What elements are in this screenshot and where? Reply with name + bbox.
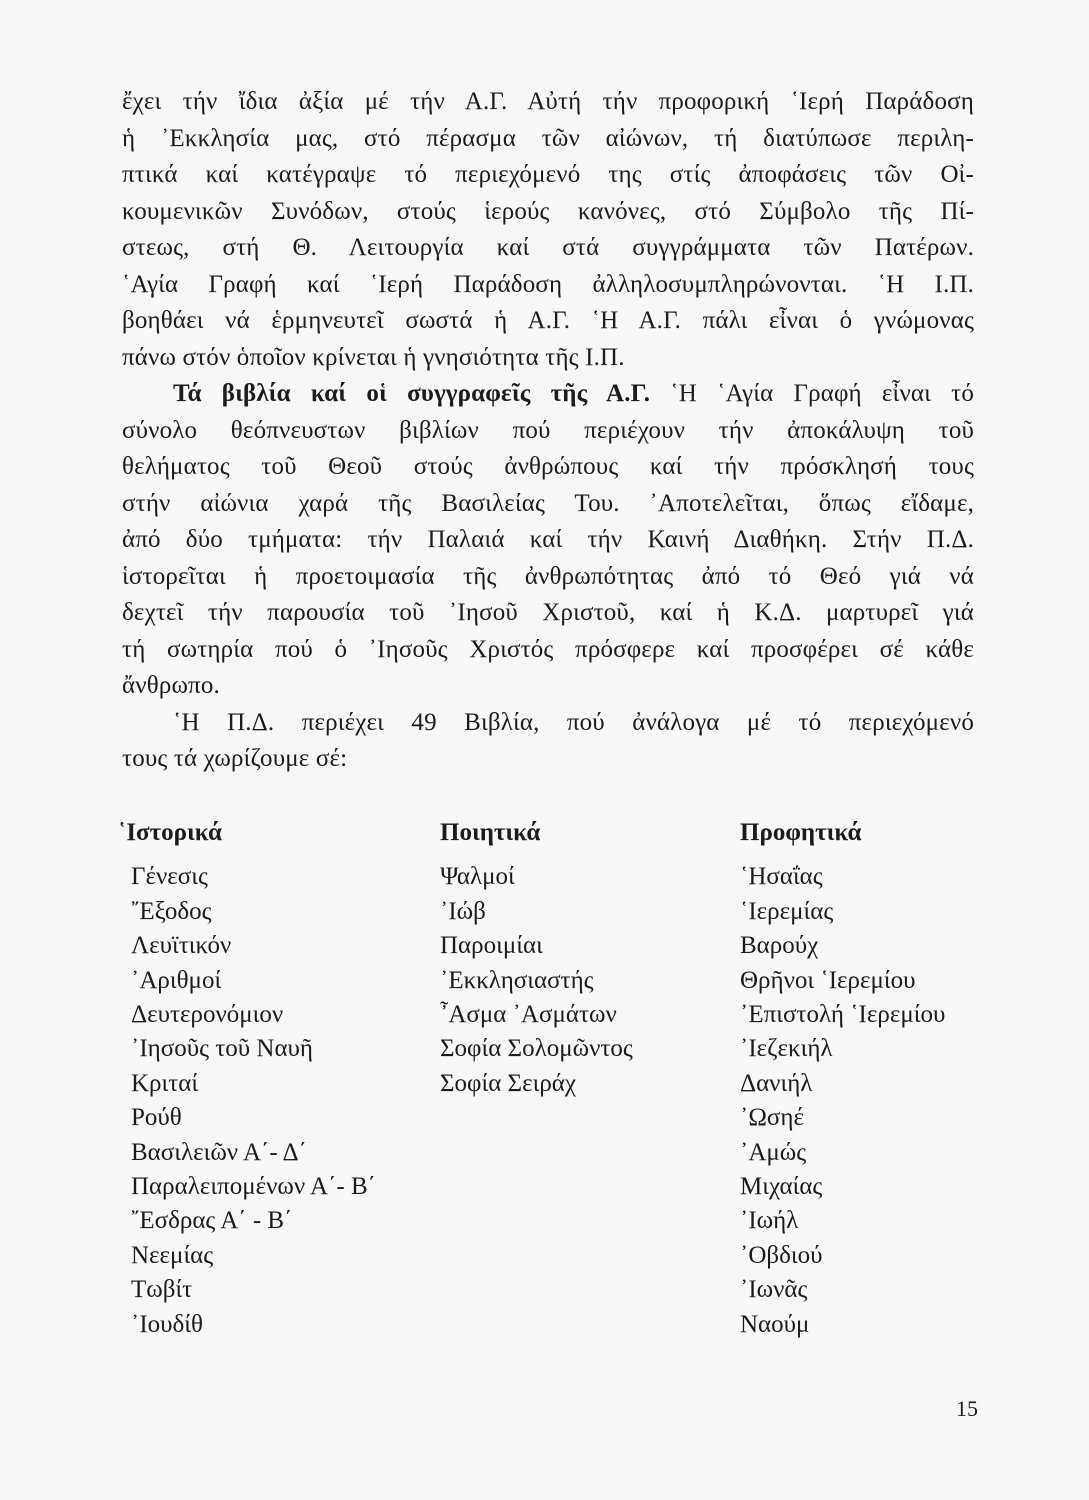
list-item: Λευϊτικόν [131,932,232,960]
text-line: ἔχει τήν ἴδια ἀξία μέ τήν Α.Γ. Αὐτή τήν προφορική ῾Ιερή Παράδοση [122,88,974,115]
list-item: ᾿Ωσηέ [740,1104,804,1132]
list-item: ᾿Ιεζεκιήλ [740,1035,833,1063]
list-item: Βασιλειῶν Α΄- Δ΄ [131,1138,307,1166]
text-line: ῾Η Π.Δ. περιέχει 49 Βιβλία, πού ἀνάλογα μέ τό περιεχόμενό [173,708,974,736]
text-line: ῾Αγία Γραφή καί ῾Ιερή Παράδοση ἀλληλοσυμπληρώνονται. ῾Η Ι.Π. [122,270,974,298]
historical-books-column [118,816,376,1342]
text-line: κουμενικῶν Συνόδων, στούς ἱερούς κανόνες, στό Σύμβολο τῆς Πί- [122,197,974,225]
text-line: ἄνθρωπο. [122,672,220,699]
paragraph-books-and-authors [122,376,974,705]
section-heading: Τά βιβλία καί οἱ συγγραφεῖς τῆς Α.Γ. [173,380,651,407]
list-item: ᾿Ιωήλ [740,1207,799,1235]
list-item: ᾿Ιωνᾶς [740,1276,808,1304]
list-item: ῎Εσδρας Α΄ - Β΄ [131,1207,293,1235]
list-item: ῎Εξοδος [131,897,212,925]
list-item: Κριταί [131,1069,199,1097]
list-item: ᾿Επιστολή ῾Ιερεμίου [740,1001,946,1029]
list-item: ῏Ασμα ᾿Ασμάτων [440,1001,617,1029]
text-line: στήν αἰώνια χαρά τῆς Βασιλείας Του. ᾿Αποτελεῖται, ὅπως εἴδαμε, [122,489,974,517]
list-item: ῾Ησαΐας [740,863,823,891]
text-line: θελήματος τοῦ Θεοῦ στούς ἀνθρώπους καί τήν πρόσκλησή τους [122,453,974,480]
list-item: Μιχαίας [740,1173,823,1201]
list-item: Παροιμίαι [440,932,543,960]
text-line: τους τά χωρίζουμε σέ: [122,745,348,772]
text-line: σύνολο θεόπνευστων βιβλίων πού περιέχουν τήν ἀποκάλυψη τοῦ [122,416,974,444]
text-line: στεως, στή Θ. Λειτουργία καί στά συγγράμματα τῶν Πατέρων. [122,234,974,261]
text-line: πτικά καί κατέγραψε τό περιεχόμενό της στίς ἀποφάσεις τῶν Οἰ- [122,161,974,188]
page-number: 15 [956,1396,978,1421]
text-line: πάνω στόν ὁποῖον κρίνεται ἡ γνησιότητα τῆς Ι.Π. [122,343,625,371]
list-item: ᾿Ιησοῦς τοῦ Ναυῆ [131,1035,314,1063]
list-item: Θρῆνοι ῾Ιερεμίου [740,966,916,994]
prophetic-heading: Προφητικά [740,819,862,846]
list-item: ᾿Εκκλησιαστής [440,966,594,994]
list-item: Παραλειπομένων Α΄- Β΄ [131,1173,376,1201]
text-line: ἡ ᾿Εκκλησία μας, στό πέρασμα τῶν αἰώνων, τή διατύπωσε περιλη- [122,124,974,152]
list-item: Σοφία Σολομῶντος [440,1035,633,1063]
list-item: Ψαλμοί [440,863,515,891]
list-item: ῾Ιερεμίας [740,897,834,925]
list-item: ᾿Οβδιού [740,1241,823,1269]
list-item: Νεεμίας [131,1241,214,1269]
list-item: ᾿Ιουδίθ [131,1310,204,1338]
prophetic-books-column [740,816,945,1342]
list-item: ᾿Αριθμοί [131,966,222,994]
list-item: Τωβίτ [131,1276,193,1304]
poetic-books-column [440,816,633,1101]
text-line: τή σωτηρία πού ὁ ᾿Ιησοῦς Χριστός πρόσφερε καί προσφέρει σέ κάθε [122,635,974,663]
list-item: Δανιήλ [740,1069,813,1097]
list-item: Γένεσις [131,863,208,891]
text-line: δεχτεῖ τήν παρουσία τοῦ ᾿Ιησοῦ Χριστοῦ, καί ἡ Κ.Δ. μαρτυρεῖ γιά [122,599,974,626]
paragraph-oral-tradition [122,84,974,376]
text-line: ἀπό δύο τμήματα: τήν Παλαιά καί τήν Καινή Διαθήκη. Στήν Π.Δ. [122,526,974,553]
text-line: ἱστορεῖται ἡ προετοιμασία τῆς ἀνθρωπότητας ἀπό τό Θεό γιά νά [122,562,974,590]
text-line [122,376,974,413]
heading-line-continuation: ῾Η ῾Αγία Γραφή εἶναι τό [650,380,975,407]
body-text [122,84,974,778]
text-line: βοηθάει νά ἑρμηνευτεῖ σωστά ἡ Α.Γ. ῾Η Α.Γ. πάλι εἶναι ὁ γνώμονας [122,307,974,334]
paragraph-old-testament-count [122,705,974,778]
list-item: Ρούθ [131,1104,182,1132]
book-categories [118,816,1018,1376]
list-item: Δευτερονόμιον [131,1001,284,1029]
historical-heading: ῾Ιστορικά [118,819,222,846]
list-item: Ναούμ [740,1310,810,1338]
poetic-heading: Ποιητικά [440,819,541,846]
list-item: Σοφία Σειράχ [440,1069,576,1097]
list-item: Βαρούχ [740,932,819,960]
list-item: ᾿Ιώβ [440,897,486,925]
list-item: ᾿Αμώς [740,1138,807,1166]
